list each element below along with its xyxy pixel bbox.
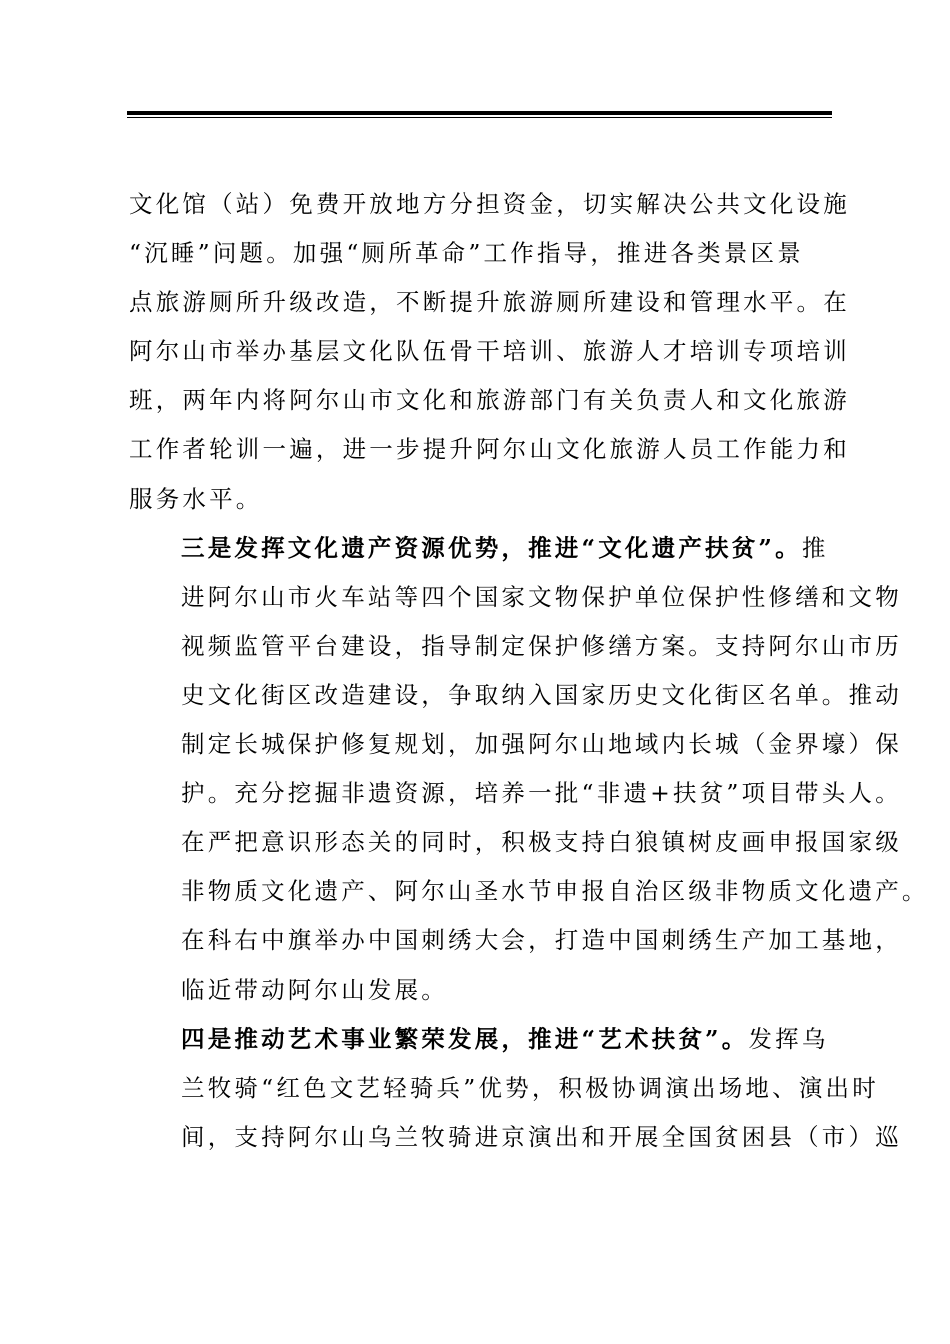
paragraph-2-line: 制定长城保护修复规划，加强阿尔山地域内长城（金界壕）保 bbox=[181, 730, 902, 759]
paragraph-2-line: 进阿尔山市火车站等四个国家文物保护单位保护性修缮和文物 bbox=[181, 582, 902, 611]
header-double-rule bbox=[127, 111, 832, 118]
paragraph-2-line: 在严把意识形态关的同时，积极支持白狼镇树皮画申报国家级 bbox=[181, 828, 902, 857]
paragraph-2-line: 视频监管平台建设，指导制定保护修缮方案。支持阿尔山市历 bbox=[181, 631, 902, 660]
paragraph-1-line: 工作者轮训一遍，进一步提升阿尔山文化旅游人员工作能力和 bbox=[129, 435, 850, 464]
paragraph-3-line: 发挥乌 bbox=[748, 1024, 829, 1053]
paragraph-2-line: 在科右中旗举办中国刺绣大会，打造中国刺绣生产加工基地， bbox=[181, 926, 902, 955]
document-body bbox=[129, 180, 929, 1162]
paragraph-2-line: 护。充分挖掘非遗资源，培养一批“非遗+扶贫”项目带头人。 bbox=[181, 779, 902, 808]
paragraph-3 bbox=[129, 1015, 902, 1162]
paragraph-3-heading: 四是推动艺术事业繁荣发展，推进“艺术扶贫”。 bbox=[181, 1024, 749, 1053]
paragraph-1-line: 阿尔山市举办基层文化队伍骨干培训、旅游人才培训专项培训 bbox=[129, 337, 850, 366]
paragraph-3-line: 间，支持阿尔山乌兰牧骑进京演出和开展全国贫困县（市）巡 bbox=[181, 1122, 902, 1151]
paragraph-1-line: 服务水平。 bbox=[129, 484, 263, 513]
paragraph-3-line: 兰牧骑“红色文艺轻骑兵”优势，积极协调演出场地、演出时 bbox=[181, 1073, 879, 1102]
paragraph-2 bbox=[129, 524, 929, 1015]
paragraph-1-line: “沉睡”问题。加强“厕所革命”工作指导，推进各类景区景 bbox=[129, 239, 804, 268]
paragraph-2-line: 推 bbox=[801, 533, 829, 562]
paragraph-2-line: 非物质文化遗产、阿尔山圣水节申报自治区级非物质文化遗产。 bbox=[181, 877, 929, 906]
paragraph-2-line: 史文化街区改造建设，争取纳入国家历史文化街区名单。推动 bbox=[181, 680, 902, 709]
paragraph-2-line: 临近带动阿尔山发展。 bbox=[181, 975, 448, 1004]
paragraph-1-line: 文化馆（站）免费开放地方分担资金，切实解决公共文化设施 bbox=[129, 190, 850, 218]
paragraph-2-heading: 三是发挥文化遗产资源优势，推进“文化遗产扶贫”。 bbox=[181, 533, 802, 562]
paragraph-1 bbox=[129, 180, 850, 524]
paragraph-1-line: 点旅游厕所升级改造，不断提升旅游厕所建设和管理水平。在 bbox=[129, 288, 850, 317]
paragraph-1-line: 班，两年内将阿尔山市文化和旅游部门有关负责人和文化旅游 bbox=[129, 386, 850, 415]
